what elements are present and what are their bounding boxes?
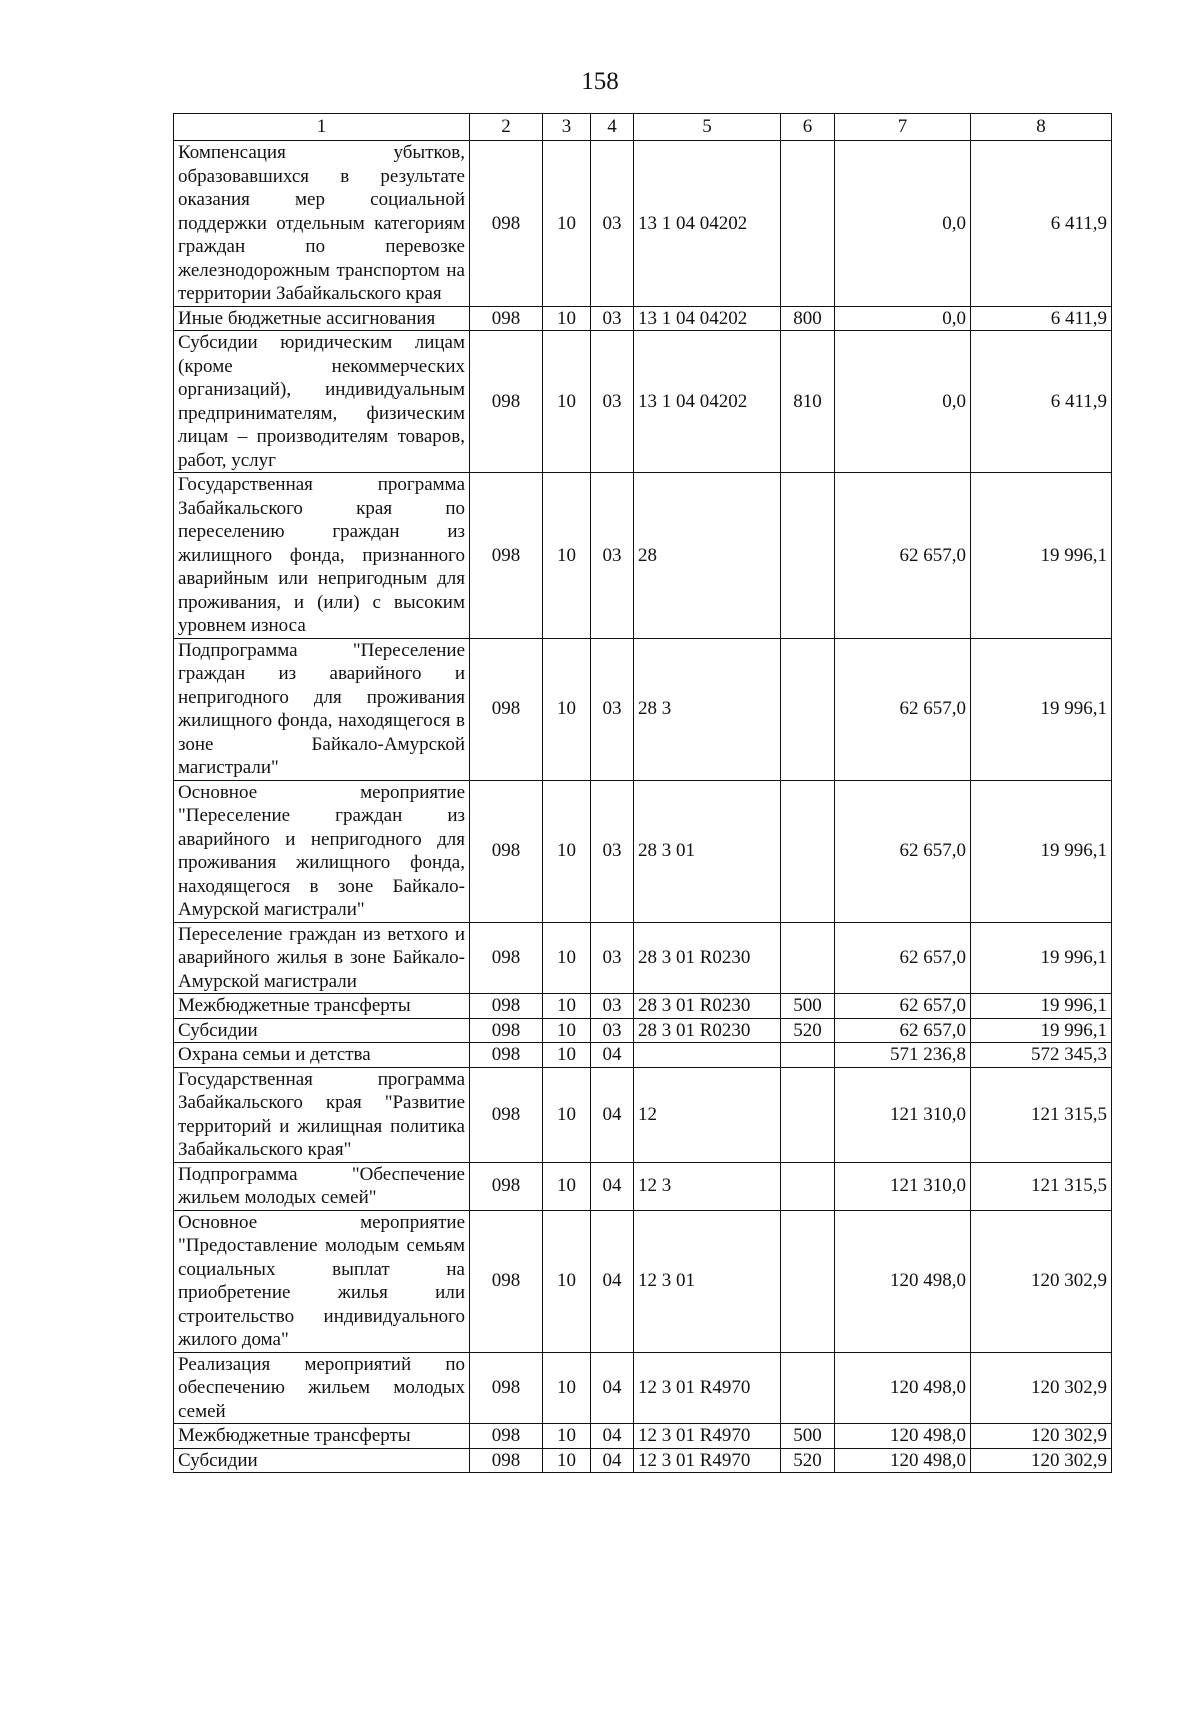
cell-target-article: 13 1 04 04202 bbox=[634, 141, 781, 307]
cell-expense-type: 800 bbox=[781, 306, 835, 331]
table-row bbox=[174, 994, 1112, 1019]
cell-section: 10 bbox=[543, 1210, 591, 1352]
cell-ministry-code: 098 bbox=[470, 994, 543, 1019]
table-row bbox=[174, 141, 1112, 307]
cell-ministry-code: 098 bbox=[470, 331, 543, 473]
cell-target-article: 13 1 04 04202 bbox=[634, 306, 781, 331]
cell-subsection: 03 bbox=[591, 141, 634, 307]
cell-name: Государственная программа Забайкальского края по переселению граждан из жилищного фонда, признанного аварийным или непригодным для проживания, и (или) с высоким уровнем износа bbox=[174, 473, 470, 639]
cell-amount-col8: 19 996,1 bbox=[971, 922, 1112, 994]
cell-amount-col8: 19 996,1 bbox=[971, 994, 1112, 1019]
cell-section: 10 bbox=[543, 1162, 591, 1210]
page-number: 158 bbox=[581, 68, 619, 95]
cell-expense-type bbox=[781, 473, 835, 639]
cell-amount-col7: 62 657,0 bbox=[835, 638, 971, 780]
cell-target-article: 12 3 01 R4970 bbox=[634, 1352, 781, 1424]
cell-subsection: 04 bbox=[591, 1043, 634, 1068]
table-row bbox=[174, 306, 1112, 331]
cell-name: Межбюджетные трансферты bbox=[174, 994, 470, 1019]
cell-name: Субсидии bbox=[174, 1018, 470, 1043]
cell-section: 10 bbox=[543, 141, 591, 307]
cell-amount-col7: 62 657,0 bbox=[835, 780, 971, 922]
cell-amount-col7: 120 498,0 bbox=[835, 1448, 971, 1473]
table-row bbox=[174, 1018, 1112, 1043]
cell-expense-type: 520 bbox=[781, 1018, 835, 1043]
table-row bbox=[174, 638, 1112, 780]
cell-ministry-code: 098 bbox=[470, 1043, 543, 1068]
cell-expense-type bbox=[781, 1067, 835, 1162]
cell-target-article: 13 1 04 04202 bbox=[634, 331, 781, 473]
cell-expense-type bbox=[781, 141, 835, 307]
cell-name: Переселение граждан из ветхого и аварийного жилья в зоне Байкало-Амурской магистрали bbox=[174, 922, 470, 994]
cell-name: Охрана семьи и детства bbox=[174, 1043, 470, 1068]
table-row bbox=[174, 1043, 1112, 1068]
cell-ministry-code: 098 bbox=[470, 1448, 543, 1473]
cell-amount-col7: 120 498,0 bbox=[835, 1424, 971, 1449]
cell-target-article: 12 3 01 R4970 bbox=[634, 1448, 781, 1473]
table-row bbox=[174, 922, 1112, 994]
cell-ministry-code: 098 bbox=[470, 922, 543, 994]
cell-target-article: 12 3 01 R4970 bbox=[634, 1424, 781, 1449]
cell-amount-col7: 62 657,0 bbox=[835, 994, 971, 1019]
cell-amount-col8: 120 302,9 bbox=[971, 1424, 1112, 1449]
cell-subsection: 03 bbox=[591, 473, 634, 639]
cell-section: 10 bbox=[543, 473, 591, 639]
table-row bbox=[174, 1162, 1112, 1210]
cell-ministry-code: 098 bbox=[470, 473, 543, 639]
table-row bbox=[174, 1424, 1112, 1449]
header-cell: 1 bbox=[174, 114, 470, 141]
cell-amount-col7: 62 657,0 bbox=[835, 1018, 971, 1043]
cell-section: 10 bbox=[543, 638, 591, 780]
cell-subsection: 03 bbox=[591, 922, 634, 994]
table-row bbox=[174, 1448, 1112, 1473]
cell-expense-type bbox=[781, 922, 835, 994]
budget-table bbox=[173, 113, 1112, 1473]
cell-expense-type: 810 bbox=[781, 331, 835, 473]
cell-ministry-code: 098 bbox=[470, 1018, 543, 1043]
cell-section: 10 bbox=[543, 306, 591, 331]
cell-amount-col8: 121 315,5 bbox=[971, 1162, 1112, 1210]
cell-ministry-code: 098 bbox=[470, 1352, 543, 1424]
cell-amount-col8: 121 315,5 bbox=[971, 1067, 1112, 1162]
cell-ministry-code: 098 bbox=[470, 1210, 543, 1352]
cell-amount-col8: 19 996,1 bbox=[971, 638, 1112, 780]
cell-target-article: 28 3 01 bbox=[634, 780, 781, 922]
cell-name: Подпрограмма "Переселение граждан из аварийного и непригодного для проживания жилищного фонда, находящегося в зоне Байкало-Амурской магистрали" bbox=[174, 638, 470, 780]
header-cell: 7 bbox=[835, 114, 971, 141]
cell-amount-col8: 120 302,9 bbox=[971, 1352, 1112, 1424]
cell-section: 10 bbox=[543, 1448, 591, 1473]
table-body bbox=[174, 141, 1112, 1473]
cell-section: 10 bbox=[543, 1043, 591, 1068]
cell-name: Реализация мероприятий по обеспечению жильем молодых семей bbox=[174, 1352, 470, 1424]
cell-amount-col7: 121 310,0 bbox=[835, 1162, 971, 1210]
cell-target-article: 28 3 bbox=[634, 638, 781, 780]
cell-ministry-code: 098 bbox=[470, 1162, 543, 1210]
cell-section: 10 bbox=[543, 994, 591, 1019]
table-row bbox=[174, 1352, 1112, 1424]
cell-amount-col7: 0,0 bbox=[835, 306, 971, 331]
cell-name: Подпрограмма "Обеспечение жильем молодых семей" bbox=[174, 1162, 470, 1210]
cell-subsection: 04 bbox=[591, 1448, 634, 1473]
cell-subsection: 03 bbox=[591, 994, 634, 1019]
cell-section: 10 bbox=[543, 780, 591, 922]
cell-subsection: 03 bbox=[591, 331, 634, 473]
cell-expense-type bbox=[781, 638, 835, 780]
cell-target-article: 28 3 01 R0230 bbox=[634, 922, 781, 994]
cell-target-article: 12 bbox=[634, 1067, 781, 1162]
header-cell: 6 bbox=[781, 114, 835, 141]
cell-ministry-code: 098 bbox=[470, 306, 543, 331]
table-header-row bbox=[174, 114, 1112, 141]
cell-ministry-code: 098 bbox=[470, 1067, 543, 1162]
cell-amount-col7: 62 657,0 bbox=[835, 922, 971, 994]
cell-subsection: 04 bbox=[591, 1352, 634, 1424]
cell-amount-col7: 62 657,0 bbox=[835, 473, 971, 639]
cell-expense-type bbox=[781, 1352, 835, 1424]
header-cell: 3 bbox=[543, 114, 591, 141]
cell-amount-col8: 19 996,1 bbox=[971, 780, 1112, 922]
cell-expense-type: 500 bbox=[781, 1424, 835, 1449]
cell-section: 10 bbox=[543, 1018, 591, 1043]
header-cell: 4 bbox=[591, 114, 634, 141]
cell-subsection: 03 bbox=[591, 638, 634, 780]
cell-ministry-code: 098 bbox=[470, 1424, 543, 1449]
cell-target-article: 28 3 01 R0230 bbox=[634, 1018, 781, 1043]
cell-name: Компенсация убытков, образовавшихся в результате оказания мер социальной поддержки отдельным категориям граждан по перевозке железнодорожным транспортом на территории Забайкальского края bbox=[174, 141, 470, 307]
cell-target-article: 12 3 bbox=[634, 1162, 781, 1210]
cell-subsection: 04 bbox=[591, 1067, 634, 1162]
table-row bbox=[174, 780, 1112, 922]
cell-amount-col7: 120 498,0 bbox=[835, 1210, 971, 1352]
cell-amount-col7: 121 310,0 bbox=[835, 1067, 971, 1162]
cell-name: Межбюджетные трансферты bbox=[174, 1424, 470, 1449]
header-cell: 5 bbox=[634, 114, 781, 141]
cell-subsection: 04 bbox=[591, 1162, 634, 1210]
cell-expense-type bbox=[781, 1210, 835, 1352]
cell-section: 10 bbox=[543, 1067, 591, 1162]
cell-subsection: 03 bbox=[591, 306, 634, 331]
cell-amount-col8: 572 345,3 bbox=[971, 1043, 1112, 1068]
cell-ministry-code: 098 bbox=[470, 141, 543, 307]
table-row bbox=[174, 1067, 1112, 1162]
cell-section: 10 bbox=[543, 331, 591, 473]
cell-amount-col8: 6 411,9 bbox=[971, 306, 1112, 331]
header-cell: 8 bbox=[971, 114, 1112, 141]
cell-expense-type bbox=[781, 1043, 835, 1068]
cell-expense-type: 520 bbox=[781, 1448, 835, 1473]
table-row bbox=[174, 473, 1112, 639]
cell-name: Субсидии юридическим лицам (кроме некоммерческих организаций), индивидуальным предпринимателям, физическим лицам – производителям товаров, работ, услуг bbox=[174, 331, 470, 473]
cell-amount-col8: 19 996,1 bbox=[971, 1018, 1112, 1043]
cell-expense-type: 500 bbox=[781, 994, 835, 1019]
cell-amount-col8: 120 302,9 bbox=[971, 1448, 1112, 1473]
table-row bbox=[174, 1210, 1112, 1352]
cell-name: Субсидии bbox=[174, 1448, 470, 1473]
cell-name: Государственная программа Забайкальского края "Развитие территорий и жилищная политика Забайкальского края" bbox=[174, 1067, 470, 1162]
cell-expense-type bbox=[781, 1162, 835, 1210]
cell-ministry-code: 098 bbox=[470, 638, 543, 780]
cell-target-article bbox=[634, 1043, 781, 1068]
table-row bbox=[174, 331, 1112, 473]
cell-amount-col7: 120 498,0 bbox=[835, 1352, 971, 1424]
cell-section: 10 bbox=[543, 1424, 591, 1449]
cell-ministry-code: 098 bbox=[470, 780, 543, 922]
cell-section: 10 bbox=[543, 1352, 591, 1424]
cell-name: Основное мероприятие "Переселение граждан из аварийного и непригодного для проживания жилищного фонда, находящегося в зоне Байкало-Амурской магистрали" bbox=[174, 780, 470, 922]
cell-target-article: 28 3 01 R0230 bbox=[634, 994, 781, 1019]
cell-subsection: 03 bbox=[591, 780, 634, 922]
cell-target-article: 28 bbox=[634, 473, 781, 639]
cell-subsection: 04 bbox=[591, 1210, 634, 1352]
cell-section: 10 bbox=[543, 922, 591, 994]
cell-subsection: 03 bbox=[591, 1018, 634, 1043]
cell-amount-col7: 571 236,8 bbox=[835, 1043, 971, 1068]
cell-amount-col8: 19 996,1 bbox=[971, 473, 1112, 639]
cell-amount-col7: 0,0 bbox=[835, 141, 971, 307]
cell-name: Иные бюджетные ассигнования bbox=[174, 306, 470, 331]
cell-amount-col8: 6 411,9 bbox=[971, 141, 1112, 307]
cell-amount-col7: 0,0 bbox=[835, 331, 971, 473]
header-cell: 2 bbox=[470, 114, 543, 141]
cell-amount-col8: 120 302,9 bbox=[971, 1210, 1112, 1352]
cell-target-article: 12 3 01 bbox=[634, 1210, 781, 1352]
cell-expense-type bbox=[781, 780, 835, 922]
cell-amount-col8: 6 411,9 bbox=[971, 331, 1112, 473]
cell-subsection: 04 bbox=[591, 1424, 634, 1449]
cell-name: Основное мероприятие "Предоставление молодым семьям социальных выплат на приобретение жилья или строительство индивидуального жилого дома" bbox=[174, 1210, 470, 1352]
